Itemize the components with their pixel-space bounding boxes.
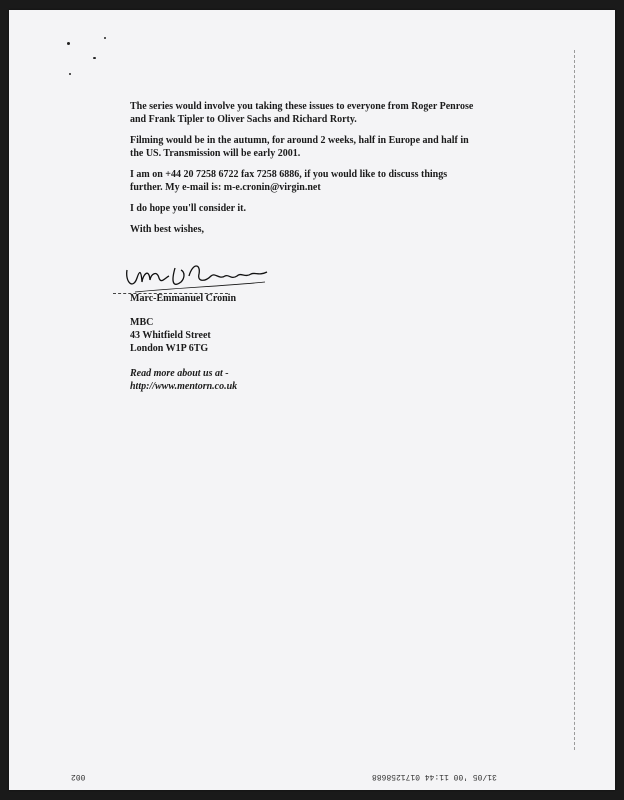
- sender-name: Marc-Emmanuel Cronin: [130, 293, 237, 304]
- speck: [67, 42, 70, 45]
- letter-body: [130, 100, 530, 236]
- closing: With best wishes,: [130, 224, 204, 235]
- fax-page-number: 002: [71, 772, 86, 781]
- fax-header-stamp: 31/05 '00 11:44 0171258688: [372, 772, 497, 781]
- address-line: MBC: [130, 317, 154, 328]
- paragraph: I do hope you'll consider it.: [130, 203, 246, 214]
- paragraph: I am on +44 20 7258 6722 fax 7258 6886, if you would like to discuss things further. My e-mail is: m-e.cronin@virgin.net: [130, 169, 448, 193]
- speck: [69, 73, 71, 75]
- address-line: 43 Whitfield Street: [130, 330, 211, 341]
- sender-address: [130, 316, 530, 355]
- website-note: [130, 367, 530, 393]
- paragraph: Filming would be in the autumn, for around 2 weeks, half in Europe and half in the US. Transmission will be early 2001.: [130, 135, 469, 159]
- website-caption: Read more about us at -: [130, 368, 229, 379]
- speck: [104, 37, 106, 39]
- website-url: http://www.mentorn.co.uk: [130, 381, 238, 392]
- speck: [93, 57, 96, 59]
- address-line: London W1P 6TG: [130, 343, 209, 354]
- letter-page: [9, 10, 615, 790]
- fax-edge-line: [574, 50, 575, 750]
- paragraph: The series would involve you taking these issues to everyone from Roger Penrose and Frank Tipler to Oliver Sachs and Richard Rorty.: [130, 101, 474, 125]
